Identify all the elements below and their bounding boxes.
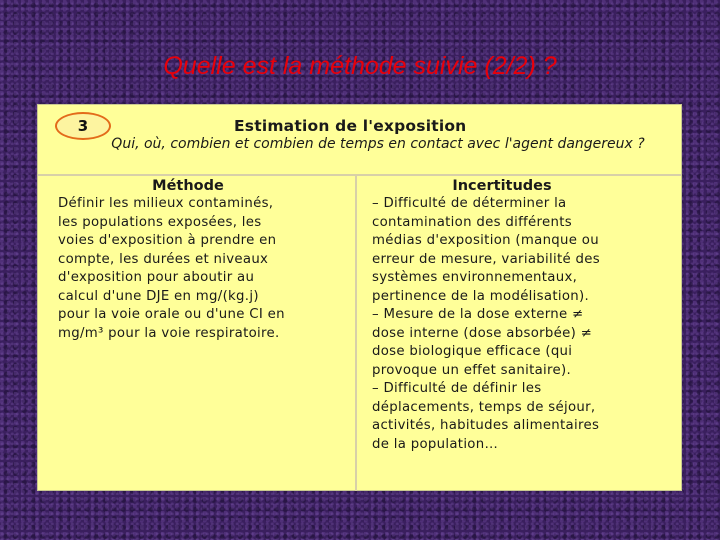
method-heading: Méthode [152,178,224,194]
uncertainties-column [372,178,672,454]
uncertainties-text: – Difficulté de déterminer la contamination des différents médias d'exposition (manque ou erreur de mesure, variabilité des systèmes environnementaux, pertinence de la modélisation). – Mesure de la dose externe ≠ dose interne (dose absorbée) ≠ dose biologique efficace (qui provoque un effet sanitaire). – Difficulté de définir les déplacements, temps de séjour, activités, habitudes alimentaires de la population… [372,196,600,452]
step-number-badge: 3 [55,112,111,140]
header-divider [38,174,681,176]
method-text: Définir les milieux contaminés, les populations exposées, les voies d'exposition à prendre en compte, les durées et niveaux d'exposition pour aboutir au calcul d'une DJE en mg/(kg.j) pour la voie orale ou d'une CI en mg/m³ pour la voie respiratoire. [58,196,285,341]
panel-header-title: Estimation de l'exposition [234,117,467,135]
exposure-panel [37,104,682,491]
panel-header-question: Qui, où, combien et combien de temps en contact avec l'agent dangereux ? [111,136,645,152]
column-divider [355,174,357,491]
uncertainties-heading: Incertitudes [452,178,552,194]
method-column [58,178,348,343]
slide-title: Quelle est la méthode suivie (2/2) ? [163,52,557,80]
panel-header [38,105,681,175]
